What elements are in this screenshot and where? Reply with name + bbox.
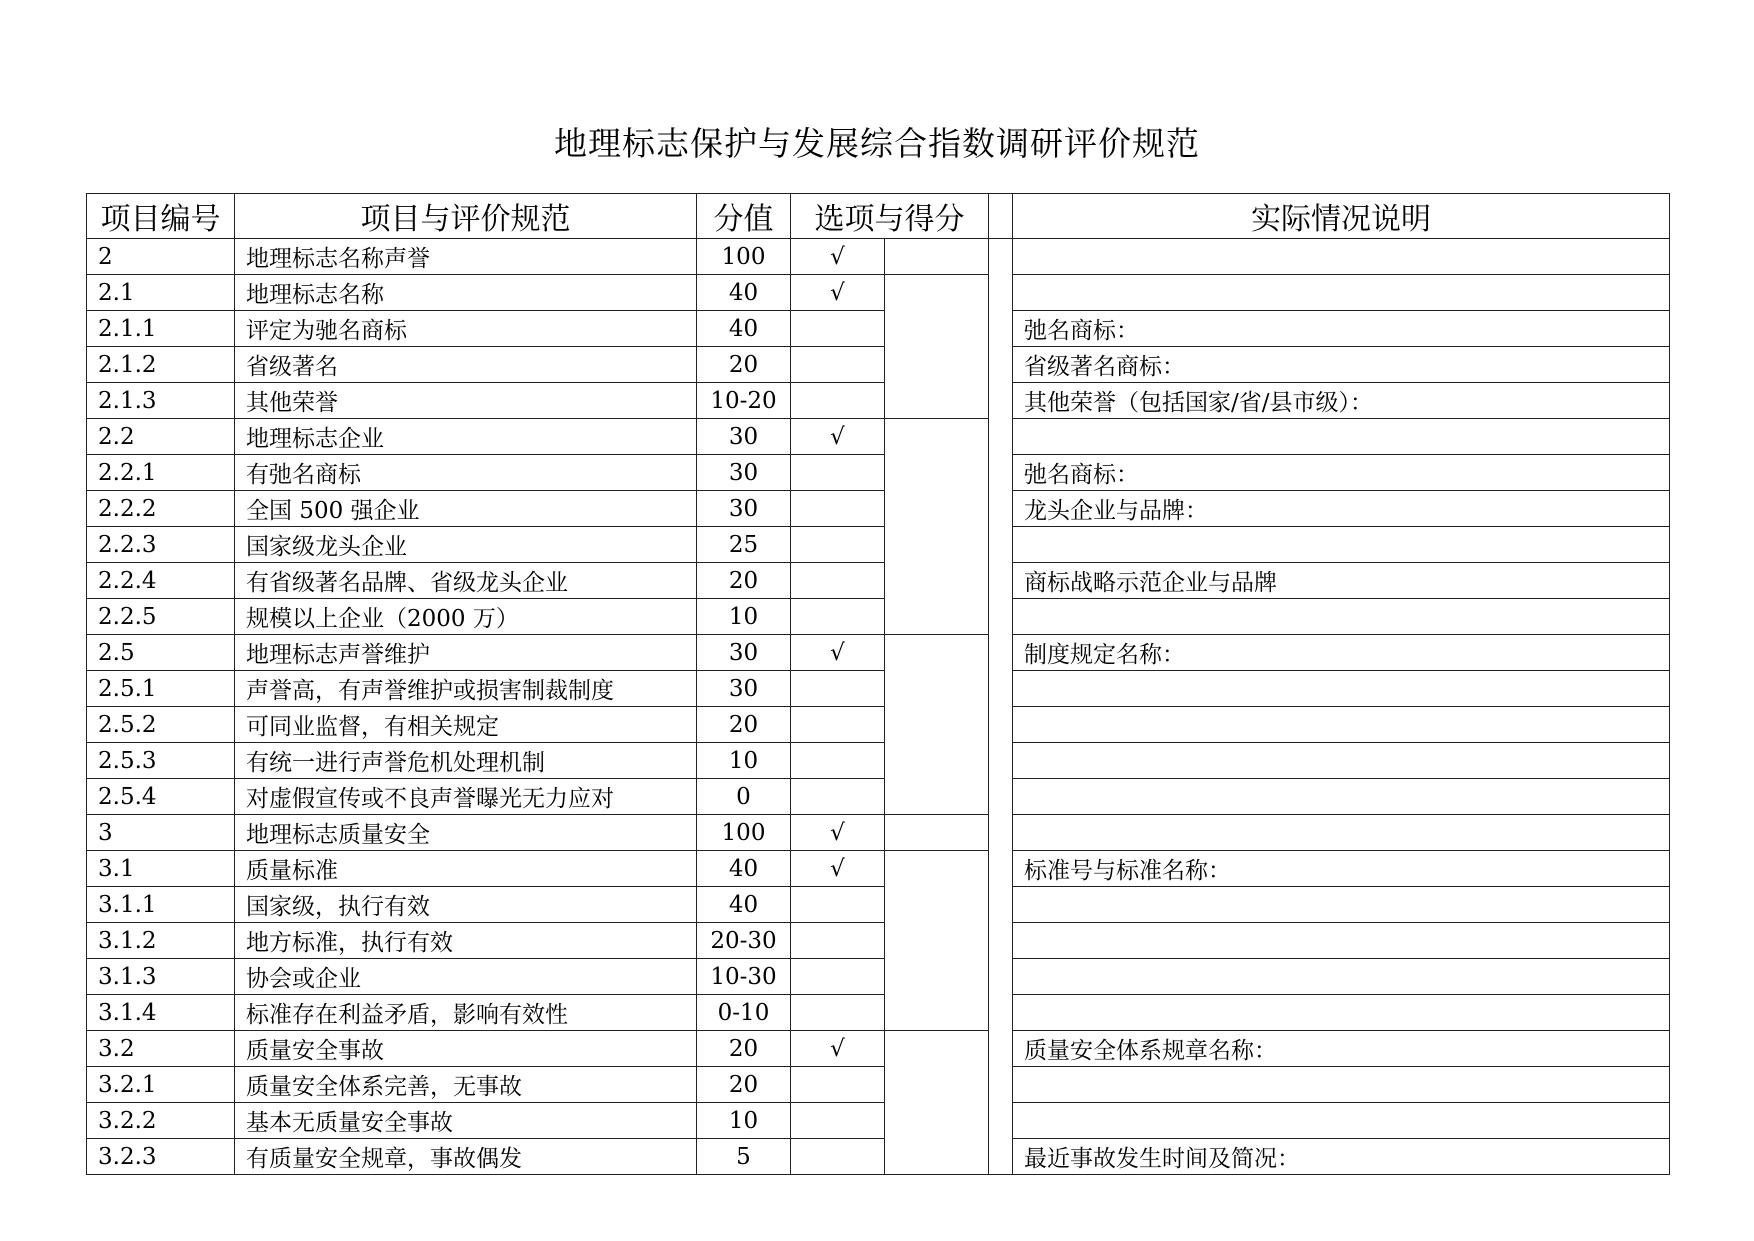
table-row: [87, 599, 1670, 635]
row-code: 3: [87, 815, 235, 851]
table-body: [87, 239, 1670, 1175]
row-check: [791, 1067, 885, 1103]
row-code: 2.5.2: [87, 707, 235, 743]
table-row: [87, 455, 1670, 491]
row-item: 地方标准，执行有效: [235, 923, 697, 959]
row-code: 3.2.1: [87, 1067, 235, 1103]
row-note: [1013, 995, 1670, 1031]
row-check: [791, 311, 885, 347]
row-check: [791, 959, 885, 995]
row-check: [791, 779, 885, 815]
row-item: 质量安全体系完善，无事故: [235, 1067, 697, 1103]
row-note: [1013, 1067, 1670, 1103]
row-check: [791, 671, 885, 707]
row-score: [885, 275, 989, 419]
row-value: 20: [697, 707, 791, 743]
row-code: 3.2: [87, 1031, 235, 1067]
row-value: 0-10: [697, 995, 791, 1031]
row-note: 龙头企业与品牌：: [1013, 491, 1670, 527]
row-item: 标准存在利益矛盾，影响有效性: [235, 995, 697, 1031]
row-note: 省级著名商标：: [1013, 347, 1670, 383]
table-row: [87, 1139, 1670, 1175]
row-value: 30: [697, 671, 791, 707]
table-row: [87, 743, 1670, 779]
row-note: [1013, 671, 1670, 707]
row-check: [791, 743, 885, 779]
row-check: [791, 707, 885, 743]
row-check: [791, 887, 885, 923]
row-value: 20: [697, 563, 791, 599]
table-row: [87, 671, 1670, 707]
row-value: 30: [697, 455, 791, 491]
row-item: 基本无质量安全事故: [235, 1103, 697, 1139]
row-note: [1013, 887, 1670, 923]
row-note: 弛名商标：: [1013, 311, 1670, 347]
table-row: [87, 887, 1670, 923]
table-row: [87, 1031, 1670, 1067]
row-note: 最近事故发生时间及简况：: [1013, 1139, 1670, 1175]
table-row: [87, 563, 1670, 599]
row-value: 20: [697, 1067, 791, 1103]
header-note: 实际情况说明: [1013, 194, 1670, 239]
row-code: 2.5: [87, 635, 235, 671]
row-value: 30: [697, 491, 791, 527]
row-note: [1013, 779, 1670, 815]
row-value: 20: [697, 1031, 791, 1067]
row-item: 地理标志企业: [235, 419, 697, 455]
row-value: 10-30: [697, 959, 791, 995]
row-item: 地理标志名称: [235, 275, 697, 311]
row-item: 有质量安全规章，事故偶发: [235, 1139, 697, 1175]
row-check: [791, 563, 885, 599]
row-item: 质量安全事故: [235, 1031, 697, 1067]
table-row: [87, 527, 1670, 563]
table-row: [87, 419, 1670, 455]
row-code: 2.2.2: [87, 491, 235, 527]
row-score: [885, 1031, 989, 1175]
table-row: [87, 1067, 1670, 1103]
row-note: [1013, 527, 1670, 563]
row-note: [1013, 1103, 1670, 1139]
row-score: [885, 815, 989, 851]
table-row: [87, 311, 1670, 347]
table-row: [87, 635, 1670, 671]
row-item: 地理标志质量安全: [235, 815, 697, 851]
evaluation-table: [86, 193, 1670, 1175]
row-item: 全国 500 强企业: [235, 491, 697, 527]
row-code: 2.1.3: [87, 383, 235, 419]
header-item: 项目与评价规范: [235, 194, 697, 239]
table-row: [87, 851, 1670, 887]
spacer-column: [989, 239, 1013, 1175]
table-row: [87, 347, 1670, 383]
row-value: 20-30: [697, 923, 791, 959]
table-row: [87, 923, 1670, 959]
row-note: [1013, 707, 1670, 743]
table-row: [87, 491, 1670, 527]
row-score: [885, 239, 989, 275]
table-row: [87, 815, 1670, 851]
header-option: 选项与得分: [791, 194, 989, 239]
row-check: [791, 1103, 885, 1139]
row-note: [1013, 959, 1670, 995]
row-code: 2.2.5: [87, 599, 235, 635]
row-note: [1013, 743, 1670, 779]
row-value: 100: [697, 239, 791, 275]
row-item: 有弛名商标: [235, 455, 697, 491]
row-score: [885, 419, 989, 635]
table-row: [87, 959, 1670, 995]
document-title: 地理标志保护与发展综合指数调研评价规范: [554, 124, 1200, 163]
row-value: 40: [697, 275, 791, 311]
row-value: 40: [697, 851, 791, 887]
row-check: √: [791, 815, 885, 851]
row-check: [791, 455, 885, 491]
row-code: 2.5.4: [87, 779, 235, 815]
row-item: 规模以上企业（2000 万）: [235, 599, 697, 635]
row-check: √: [791, 239, 885, 275]
row-check: [791, 1139, 885, 1175]
row-code: 3.1: [87, 851, 235, 887]
row-item: 可同业监督，有相关规定: [235, 707, 697, 743]
table-row: [87, 779, 1670, 815]
row-item: 协会或企业: [235, 959, 697, 995]
row-check: [791, 923, 885, 959]
row-value: 40: [697, 311, 791, 347]
row-score: [885, 851, 989, 1031]
row-note: [1013, 599, 1670, 635]
header-code: 项目编号: [87, 194, 235, 239]
row-value: 20: [697, 347, 791, 383]
row-check: √: [791, 851, 885, 887]
header-value: 分值: [697, 194, 791, 239]
row-check: √: [791, 1031, 885, 1067]
table-row: [87, 1103, 1670, 1139]
row-check: [791, 383, 885, 419]
row-code: 2.1.2: [87, 347, 235, 383]
header-spacer: [989, 194, 1013, 239]
row-note: 制度规定名称：: [1013, 635, 1670, 671]
row-check: [791, 491, 885, 527]
row-check: √: [791, 275, 885, 311]
row-value: 25: [697, 527, 791, 563]
table-row: [87, 275, 1670, 311]
row-check: √: [791, 635, 885, 671]
row-code: 2.2.4: [87, 563, 235, 599]
row-check: [791, 599, 885, 635]
row-item: 其他荣誉: [235, 383, 697, 419]
row-note: [1013, 239, 1670, 275]
row-item: 地理标志声誉维护: [235, 635, 697, 671]
table-row: [87, 995, 1670, 1031]
row-check: [791, 347, 885, 383]
header-row: [87, 194, 1670, 239]
row-item: 有统一进行声誉危机处理机制: [235, 743, 697, 779]
row-code: 2.1.1: [87, 311, 235, 347]
table-row: [87, 707, 1670, 743]
row-code: 3.1.3: [87, 959, 235, 995]
row-code: 2: [87, 239, 235, 275]
row-value: 30: [697, 635, 791, 671]
row-value: 10: [697, 743, 791, 779]
row-item: 省级著名: [235, 347, 697, 383]
row-code: 2.1: [87, 275, 235, 311]
row-note: 质量安全体系规章名称：: [1013, 1031, 1670, 1067]
row-score: [885, 635, 989, 815]
row-item: 有省级著名品牌、省级龙头企业: [235, 563, 697, 599]
row-value: 10-20: [697, 383, 791, 419]
row-note: 商标战略示范企业与品牌: [1013, 563, 1670, 599]
table-row: [87, 239, 1670, 275]
row-item: 质量标准: [235, 851, 697, 887]
row-note: 弛名商标：: [1013, 455, 1670, 491]
row-code: 3.1.2: [87, 923, 235, 959]
row-note: [1013, 275, 1670, 311]
row-code: 2.2.3: [87, 527, 235, 563]
row-item: 国家级龙头企业: [235, 527, 697, 563]
row-code: 3.1.1: [87, 887, 235, 923]
row-check: [791, 527, 885, 563]
row-item: 地理标志名称声誉: [235, 239, 697, 275]
row-code: 2.5.3: [87, 743, 235, 779]
row-check: [791, 995, 885, 1031]
row-code: 3.1.4: [87, 995, 235, 1031]
row-note: [1013, 419, 1670, 455]
table-row: [87, 383, 1670, 419]
row-value: 10: [697, 1103, 791, 1139]
row-item: 声誉高，有声誉维护或损害制裁制度: [235, 671, 697, 707]
row-check: √: [791, 419, 885, 455]
row-code: 3.2.3: [87, 1139, 235, 1175]
row-value: 30: [697, 419, 791, 455]
row-note: 其他荣誉（包括国家/省/县市级）：: [1013, 383, 1670, 419]
row-note: [1013, 923, 1670, 959]
row-item: 评定为驰名商标: [235, 311, 697, 347]
row-code: 3.2.2: [87, 1103, 235, 1139]
row-value: 5: [697, 1139, 791, 1175]
row-code: 2.5.1: [87, 671, 235, 707]
row-value: 100: [697, 815, 791, 851]
row-item: 国家级，执行有效: [235, 887, 697, 923]
row-value: 40: [697, 887, 791, 923]
row-value: 10: [697, 599, 791, 635]
row-note: 标准号与标准名称：: [1013, 851, 1670, 887]
row-note: [1013, 815, 1670, 851]
row-value: 0: [697, 779, 791, 815]
row-code: 2.2: [87, 419, 235, 455]
row-code: 2.2.1: [87, 455, 235, 491]
row-item: 对虚假宣传或不良声誉曝光无力应对: [235, 779, 697, 815]
